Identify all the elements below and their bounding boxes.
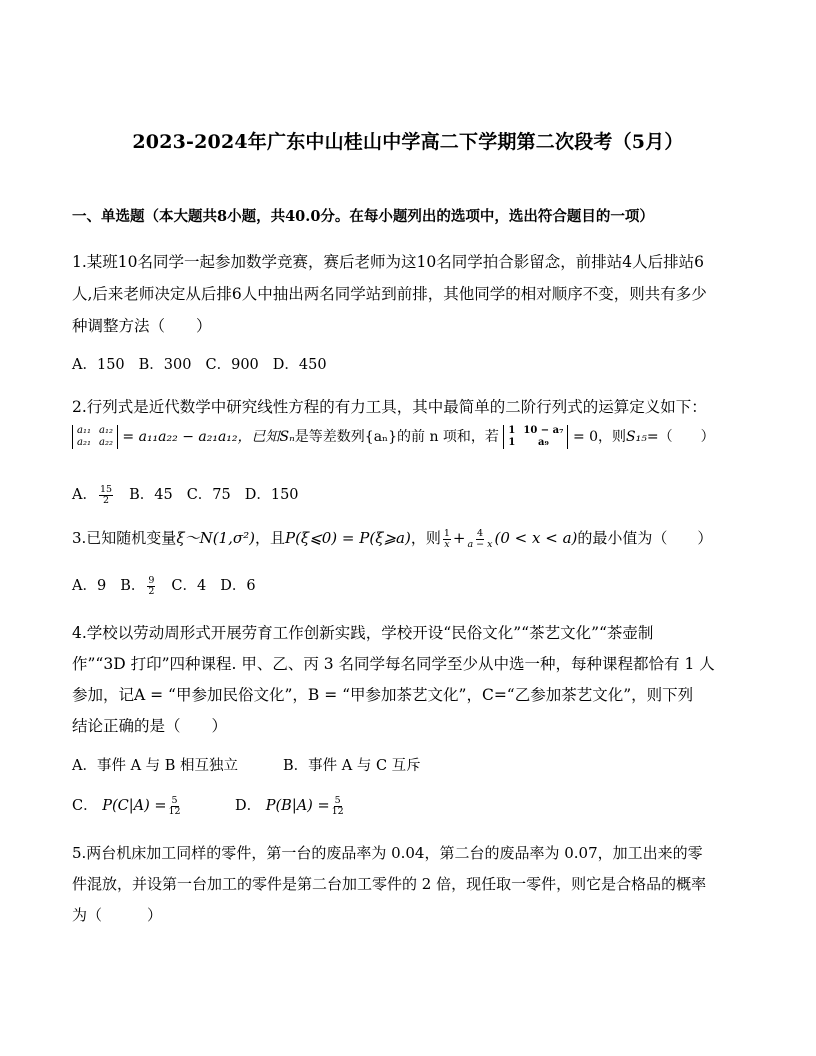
q1-option-d[interactable]: D．450 xyxy=(272,357,327,373)
q3-domain: (0 < x < a) xyxy=(494,529,578,547)
q1-option-a[interactable]: A．150 xyxy=(72,357,125,373)
q4-option-b[interactable]: B．事件 A 与 C 互斥 xyxy=(283,758,421,774)
q4-line-1: 4.学校以劳动周形式开展劳育工作创新实践，学校开设“民俗文化”“茶艺文化”“茶壶制 xyxy=(72,624,654,642)
q2-option-a[interactable]: A． $\frac{15}{2}$ xyxy=(72,483,113,506)
q1-line-2: 人,后来老师决定从后排6人中抽出两名同学站到前排，其他同学的相对顺序不变，则共有多少 xyxy=(72,285,707,303)
q2-determinant-definition: a₁₁ a₁₂ a₂₁ a₂₂ xyxy=(72,425,118,449)
q2-option-d[interactable]: D．150 xyxy=(244,487,299,503)
q2-line-2 xyxy=(72,425,715,449)
q2-sn: Sₙ xyxy=(279,429,295,445)
q2-line-1: 2.行列式是近代数学中研究线性方程的有力工具，其中最简单的二阶行列式的运算定义如下： xyxy=(72,398,707,416)
q3-option-a[interactable]: A．9 xyxy=(72,578,107,594)
q3-probability: P(ξ⩽0) = P(ξ⩾a) xyxy=(284,529,411,547)
q4-line-2: 作”“3D 打印”四种课程. 甲、乙、丙 3 名同学每名同学至少从中选一种，每种课程都恰有 1 人 xyxy=(72,655,715,673)
q2-option-c[interactable]: C．75 xyxy=(186,487,231,503)
q2-s15: S₁₅ xyxy=(626,429,647,445)
q3-option-c[interactable]: C．4 xyxy=(171,578,207,594)
q4-option-c[interactable]: C． P(C|A) = $\frac{5}{12}$ xyxy=(72,794,181,817)
q1-options xyxy=(72,353,341,374)
q3-option-d[interactable]: D．6 xyxy=(220,578,256,594)
q2-definition-formula: = a₁₁a₂₂ − a₂₁a₁₂，已知 xyxy=(122,429,280,445)
q4-line-3: 参加，记A = “甲参加民俗文化”，B = “甲参加茶艺文化”，C=“乙参加茶艺文化”，则下列 xyxy=(72,686,694,704)
q2-condition-eq: = 0，则 xyxy=(572,429,627,445)
q2-condition-text: 是等差数列{aₙ}的前 n 项和，若 xyxy=(294,429,499,445)
q1-line-3: 种调整方法（ ） xyxy=(72,317,212,335)
q3-options xyxy=(72,574,270,597)
q2-option-b[interactable]: B．45 xyxy=(129,487,173,503)
q2-answer-paren: =（ ） xyxy=(646,429,715,445)
q1-option-c[interactable]: C．900 xyxy=(205,357,259,373)
section-heading: 一、单选题（本大题共8小题，共40.0分。在每小题列出的选项中，选出符合题目的一项） xyxy=(72,208,654,225)
q1-line-1: 1.某班10名同学一起参加数学竞赛，赛后老师为这10名同学拍合影留念，前排站4人后排站6 xyxy=(72,253,704,271)
q5-line-2: 件混放，并设第一台加工的零件是第二台加工零件的 2 倍，现任取一零件，则它是合格品的概率 xyxy=(72,875,707,893)
q2-options xyxy=(72,483,313,506)
q3-option-b[interactable]: B． $\frac{9}{2}$ xyxy=(120,574,155,597)
q4-option-d[interactable]: D． P(B|A) = $\frac{5}{12}$ xyxy=(235,794,344,817)
q4-line-4: 结论正确的是（ ） xyxy=(72,717,228,735)
q3-line-1: 3.已知随机变量ξ～N(1,σ²)，且P(ξ⩽0) = P(ξ⩾a)，则 $\frac{1}{x}$ + $\frac{4}{a - x}$ (0 < x < a)的最小值为（ ） xyxy=(72,527,713,550)
q1-option-b[interactable]: B．300 xyxy=(138,357,192,373)
page-title: 2023-2024年广东中山桂山中学高二下学期第二次段考（5月） xyxy=(132,131,684,153)
q5-line-1: 5.两台机床加工同样的零件，第一台的废品率为 0.04，第二台的废品率为 0.07，加工出来的零 xyxy=(72,844,703,862)
q5-line-3: 为（ ） xyxy=(72,906,163,924)
q4-option-a[interactable]: A．事件 A 与 B 相互独立 xyxy=(72,758,239,774)
q3-distribution: ξ～N(1,σ²) xyxy=(176,529,255,547)
q2-determinant-condition: 1 10 − a₇ 1 a₉ xyxy=(503,425,568,449)
